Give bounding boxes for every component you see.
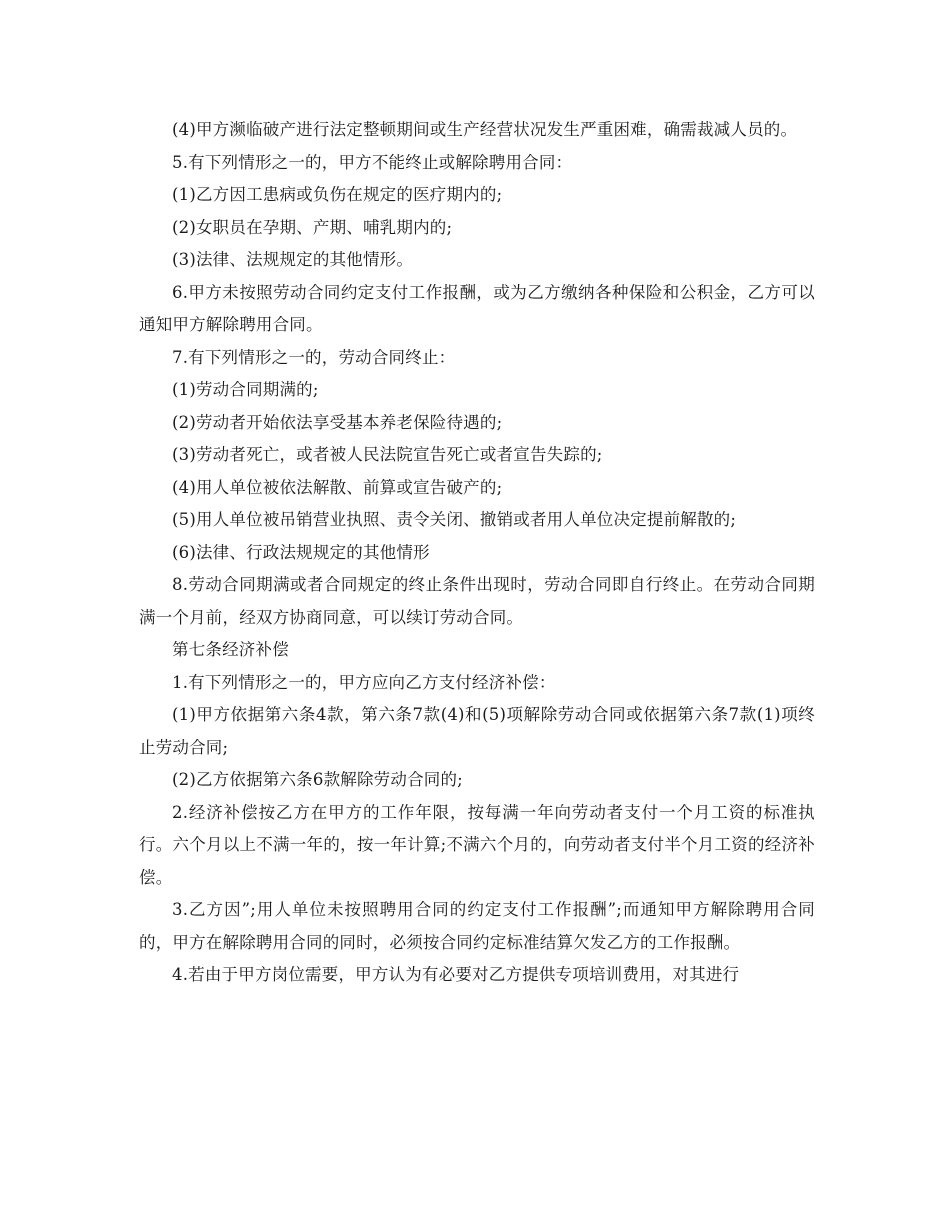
- paragraph: (3)法律、法规规定的其他情形。: [172, 250, 414, 269]
- paragraph: (4)用人单位被依法解散、前算或宣告破产的;: [172, 477, 503, 497]
- paragraph: (2)女职员在孕期、产期、哺乳期内的;: [172, 217, 453, 237]
- paragraph: (4)甲方濒临破产进行法定整顿期间或生产经营状况发生严重困难，确需裁减人员的。: [172, 120, 798, 139]
- paragraph: 5.有下列情形之一的，甲方不能终止或解除聘用合同：: [172, 152, 573, 172]
- paragraph: (5)用人单位被吊销营业执照、责令关闭、撤销或者用人单位决定提前解散的;: [172, 510, 737, 529]
- paragraph: 7.有下列情形之一的，劳动合同终止：: [172, 347, 456, 367]
- paragraph: 8.劳动合同期满或者合同规定的终止条件出现时，劳动合同即自行终止。在劳动合同期满一个月前，经双方协商同意，可以续订劳动合同。: [139, 575, 815, 627]
- paragraph: 4.若由于甲方岗位需要，甲方认为有必要对乙方提供专项培训费用，对其进行: [172, 965, 740, 984]
- paragraph: 3.乙方因”;用人单位未按照聘用合同的约定支付工作报酬”;而通知甲方解除聘用合同的，甲方在解除聘用合同的同时，必须按合同约定标准结算欠发乙方的工作报酬。: [139, 900, 815, 952]
- paragraph: 6.甲方未按照劳动合同约定支付工作报酬，或为乙方缴纳各种保险和公积金，乙方可以通知甲方解除聘用合同。: [139, 282, 815, 334]
- paragraph: 2.经济补偿按乙方在甲方的工作年限，按每满一年向劳动者支付一个月工资的标准执行。六个月以上不满一年的，按一年计算;不满六个月的，向劳动者支付半个月工资的经济补偿。: [139, 802, 815, 887]
- paragraph: (1)劳动合同期满的;: [172, 380, 319, 399]
- document-body: [139, 114, 815, 992]
- paragraph: (2)劳动者开始依法享受基本养老保险待遇的;: [172, 412, 503, 432]
- paragraph: (1)乙方因工患病或负伤在规定的医疗期内的;: [172, 185, 503, 204]
- paragraph: (6)法律、行政法规规定的其他情形: [172, 542, 430, 562]
- section-heading: 第七条经济补偿: [172, 640, 289, 659]
- paragraph: (3)劳动者死亡，或者被人民法院宣告死亡或者宣告失踪的;: [172, 445, 603, 464]
- paragraph: (2)乙方依据第六条6款解除劳动合同的;: [172, 770, 463, 789]
- paragraph: (1)甲方依据第六条4款，第六条7款(4)和(5)项解除劳动合同或依据第六条7款(1)项终止劳动合同;: [139, 705, 815, 757]
- paragraph: 1.有下列情形之一的，甲方应向乙方支付经济补偿：: [172, 672, 556, 692]
